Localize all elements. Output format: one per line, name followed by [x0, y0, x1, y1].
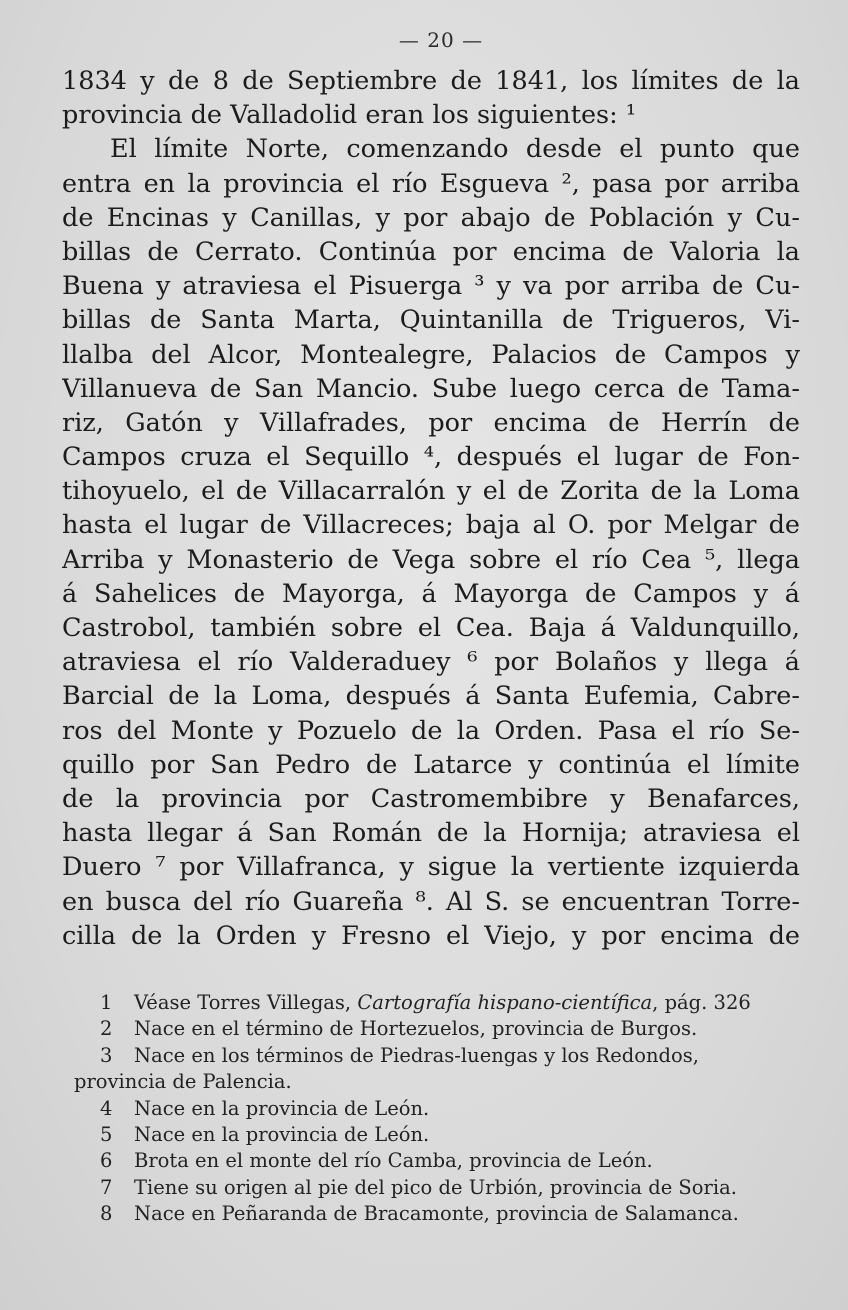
- body-line: á Sahelices de Mayorga, á Mayorga de Campos y á: [62, 578, 800, 609]
- footnote-1: [74, 990, 804, 1016]
- footnote-3: [74, 1043, 804, 1069]
- body-line: Villanueva de San Mancio. Sube luego cerca de Tama-: [62, 373, 800, 404]
- body-line: hasta el lugar de Villacreces; baja al O. por Melgar de: [62, 510, 800, 541]
- footnote-3-continued: [74, 1069, 804, 1095]
- footnote-number: 5: [100, 1122, 113, 1146]
- footnote-text: Nace en Peñaranda de Bracamonte, provincia de Salamanca.: [134, 1202, 739, 1226]
- body-text: [62, 64, 800, 953]
- body-line: quillo por San Pedro de Latarce y continúa el límite: [62, 749, 800, 780]
- footnote-text-after: , pág. 326: [652, 991, 751, 1014]
- footnote-5: [74, 1122, 804, 1148]
- footnote-number: 4: [100, 1096, 113, 1120]
- footnote-4: [74, 1096, 804, 1122]
- body-line: Arriba y Monasterio de Vega sobre el río Cea ⁵, llega: [62, 544, 800, 575]
- footnote-number: 2: [100, 1017, 113, 1041]
- body-line: Castrobol, también sobre el Cea. Baja á Valdunquillo,: [62, 613, 800, 643]
- footnote-6: [74, 1148, 804, 1174]
- footnotes: [74, 990, 804, 1228]
- body-line: llalba del Alcor, Montealegre, Palacios de Campos y: [62, 339, 800, 370]
- body-line: tihoyuelo, el de Villacarralón y el de Zorita de la Loma: [62, 476, 800, 507]
- footnote-text: Véase Torres Villegas,: [134, 991, 358, 1014]
- footnote-number: 8: [100, 1202, 113, 1226]
- footnote-text: Nace en la provincia de León.: [134, 1096, 430, 1120]
- body-line: de Encinas y Canillas, y por abajo de Población y Cu-: [62, 202, 800, 233]
- body-line: entra en la provincia el río Esgueva ², pasa por arriba: [62, 168, 800, 199]
- footnote-2: [74, 1016, 804, 1042]
- footnote-7: [74, 1175, 804, 1201]
- body-line: billas de Cerrato. Continúa por encima de Valoria la: [62, 236, 800, 267]
- body-line: Duero ⁷ por Villafranca, y sigue la vertiente izquierda: [62, 852, 800, 883]
- body-line: Barcial de la Loma, después á Santa Eufemia, Cabre-: [62, 681, 800, 712]
- body-line: El límite Norte, comenzando desde el punto que: [110, 134, 800, 165]
- footnote-8: [74, 1201, 804, 1227]
- footnote-text: Brota en el monte del río Camba, provincia de León.: [134, 1149, 653, 1173]
- footnote-text: Tiene su origen al pie del pico de Urbión, provincia de Soria.: [134, 1175, 737, 1199]
- footnote-number: 6: [100, 1149, 113, 1173]
- page-content: [62, 28, 800, 953]
- body-line: billas de Santa Marta, Quintanilla de Trigueros, Vi-: [62, 305, 800, 336]
- body-line: en busca del río Guareña ⁸. Al S. se encuentran Torre-: [62, 886, 800, 917]
- body-line: Buena y atraviesa el Pisuerga ³ y va por arriba de Cu-: [62, 271, 800, 302]
- body-line: riz, Gatón y Villafrades, por encima de Herrín de: [62, 407, 800, 438]
- footnote-text: Nace en el término de Hortezuelos, provincia de Burgos.: [134, 1017, 698, 1041]
- body-line: provincia de Valladolid eran los siguientes: ¹: [62, 100, 637, 131]
- body-line: atraviesa el río Valderaduey ⁶ por Bolaños y llega á: [62, 647, 800, 678]
- footnote-number: 1: [100, 991, 113, 1014]
- body-line: Campos cruza el Sequillo ⁴, después el lugar de Fon-: [62, 442, 800, 473]
- body-line: cilla de la Orden y Fresno el Viejo, y por encima de: [62, 920, 800, 951]
- footnote-text: provincia de Palencia.: [74, 1070, 292, 1094]
- body-line: hasta llegar á San Román de la Hornija; atraviesa el: [62, 818, 800, 849]
- body-line: 1834 y de 8 de Septiembre de 1841, los límites de la: [62, 66, 800, 96]
- footnote-number: 3: [100, 1043, 113, 1067]
- footnote-text: Nace en la provincia de León.: [134, 1122, 430, 1146]
- body-line: de la provincia por Castromembibre y Benafarces,: [62, 783, 800, 814]
- page-number: — 20 —: [398, 28, 484, 52]
- footnote-text: Nace en los términos de Piedras-luengas y los Redondos,: [134, 1043, 699, 1067]
- footnote-title: Cartografía hispano-científica: [357, 991, 653, 1014]
- body-line: ros del Monte y Pozuelo de la Orden. Pasa el río Se-: [62, 715, 800, 746]
- footnote-number: 7: [100, 1175, 113, 1199]
